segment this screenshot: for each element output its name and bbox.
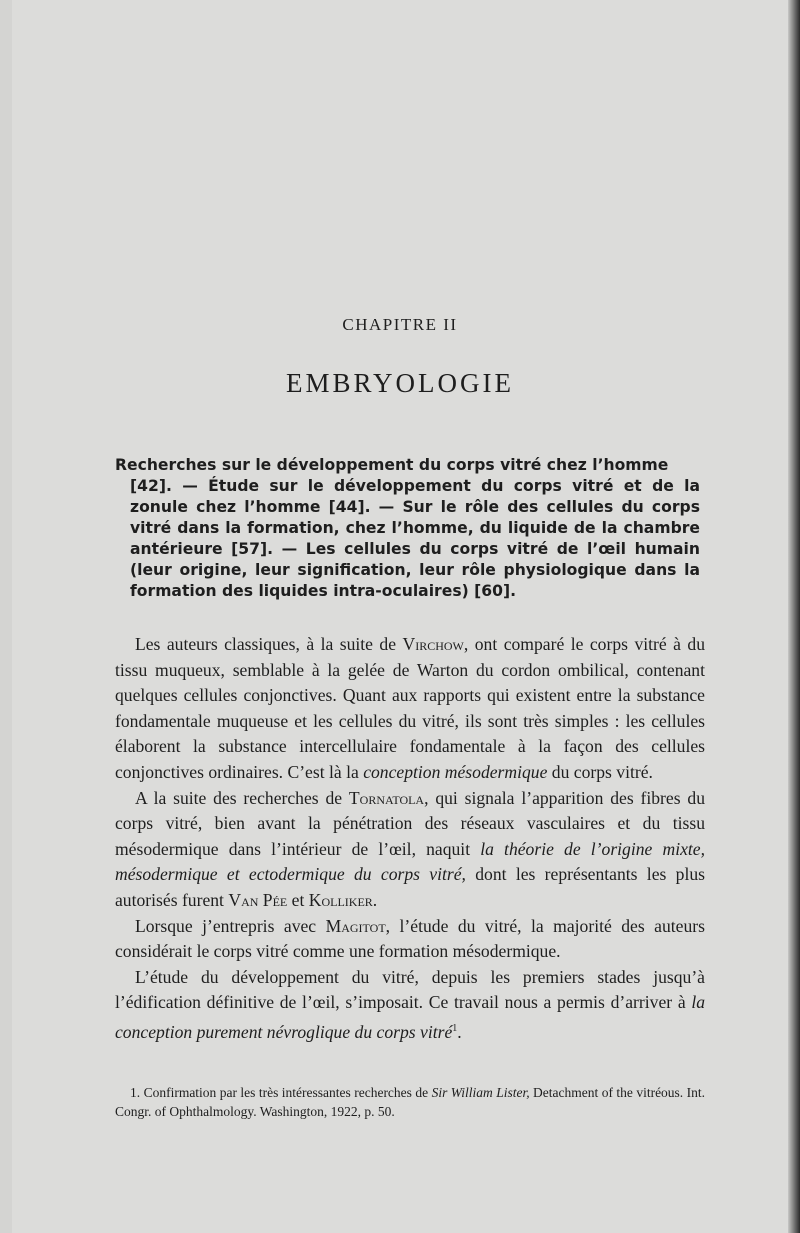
emphasis: conception mésodermique xyxy=(363,761,548,782)
text-run: A la suite des recherches de xyxy=(135,787,349,808)
text-run: Lorsque j’entrepris avec xyxy=(135,915,326,936)
text-run: . xyxy=(372,889,378,910)
text-run: , qui signala l’apparition des fibres du corps vitré, bien avant la pénétration des réseaux vasculaires et du tissu mésodermique dans l’intérieur de l’œil, naquit xyxy=(115,787,705,859)
paragraph-3 xyxy=(115,914,705,965)
text-run: 1. Confirmation par les très intéressantes recherches de xyxy=(130,1085,432,1100)
chapter-summary xyxy=(115,455,700,602)
main-text xyxy=(115,632,705,1045)
footnote xyxy=(115,1083,705,1121)
text-run: Detachment of the vitréous. Int. Congr. of Ophthalmology. Washington, 1922, p. 50. xyxy=(115,1085,705,1119)
text-run: du corps vitré. xyxy=(547,761,653,782)
footnote-text xyxy=(115,1083,705,1121)
summary-continuation: [42]. — Étude sur le développement du corps vitré et de la zonule chez l’homme [44]. — Sur le rôle des cellules du corps vitré dans la formation, chez l’homme, du liquide de la chambre antérieure [57]. — Les cellules du corps vitré de l’œil humain (leur origine, leur signification, leur rôle physiologique dans la formation des liquides intra-oculaires) [60]. xyxy=(130,477,700,600)
text-run: , ont comparé le corps vitré à du tissu muqueux, semblable à la gelée de Warton du cordon ombilical, contenant quelques cellules conjonctives. Quant aux rapports qui existent entre la substance fondamentale muqueuse et les cellules du vitré, ils sont très simples : les cellules élaborent la substance intercellulaire fondamentale à la façon des cellules conjonctives ordinaires. C’est là la xyxy=(115,634,706,782)
text-run: , l’étude du vitré, la majorité des auteurs considérait le corps vitré comme une formation mésodermique. xyxy=(115,915,705,962)
paragraph-4 xyxy=(115,965,705,1046)
author-name: Magitot xyxy=(325,915,386,936)
summary-first-line: Recherches sur le développement du corps vitré chez l’homme xyxy=(115,456,669,474)
text-run: . xyxy=(457,1021,462,1042)
chapter-title: EMBRYOLOGIE xyxy=(286,368,514,398)
text-run: Les auteurs classiques, à la suite de xyxy=(135,634,403,654)
footnote-marker: 1 xyxy=(452,1022,458,1034)
emphasis: Sir William Lister, xyxy=(431,1085,530,1100)
paragraph-1 xyxy=(115,632,705,786)
emphasis: la conception purement névroglique du corps vitré xyxy=(115,992,705,1042)
chapter-heading: CHAPITRE II xyxy=(342,315,458,334)
author-name: Virchow xyxy=(402,634,464,654)
page-edge-shadow xyxy=(788,0,800,1233)
emphasis: la théorie de l’origine mixte, mésodermique et ectodermique du corps vitré, xyxy=(115,838,705,885)
author-name: Kolliker xyxy=(308,889,373,910)
author-name: Van Pée xyxy=(228,889,288,910)
text-run: et xyxy=(287,889,309,910)
paragraph-2 xyxy=(115,786,705,914)
text-run: L’étude du développement du vitré, depuis les premiers stades jusqu’à l’édification définitive de l’œil, s’imposait. Ce travail nous a permis d’arriver à xyxy=(115,966,705,1013)
page-sheet xyxy=(12,0,788,1233)
author-name: Tornatola xyxy=(348,787,425,808)
text-run: dont les représentants les plus autorisés furent xyxy=(115,864,705,910)
